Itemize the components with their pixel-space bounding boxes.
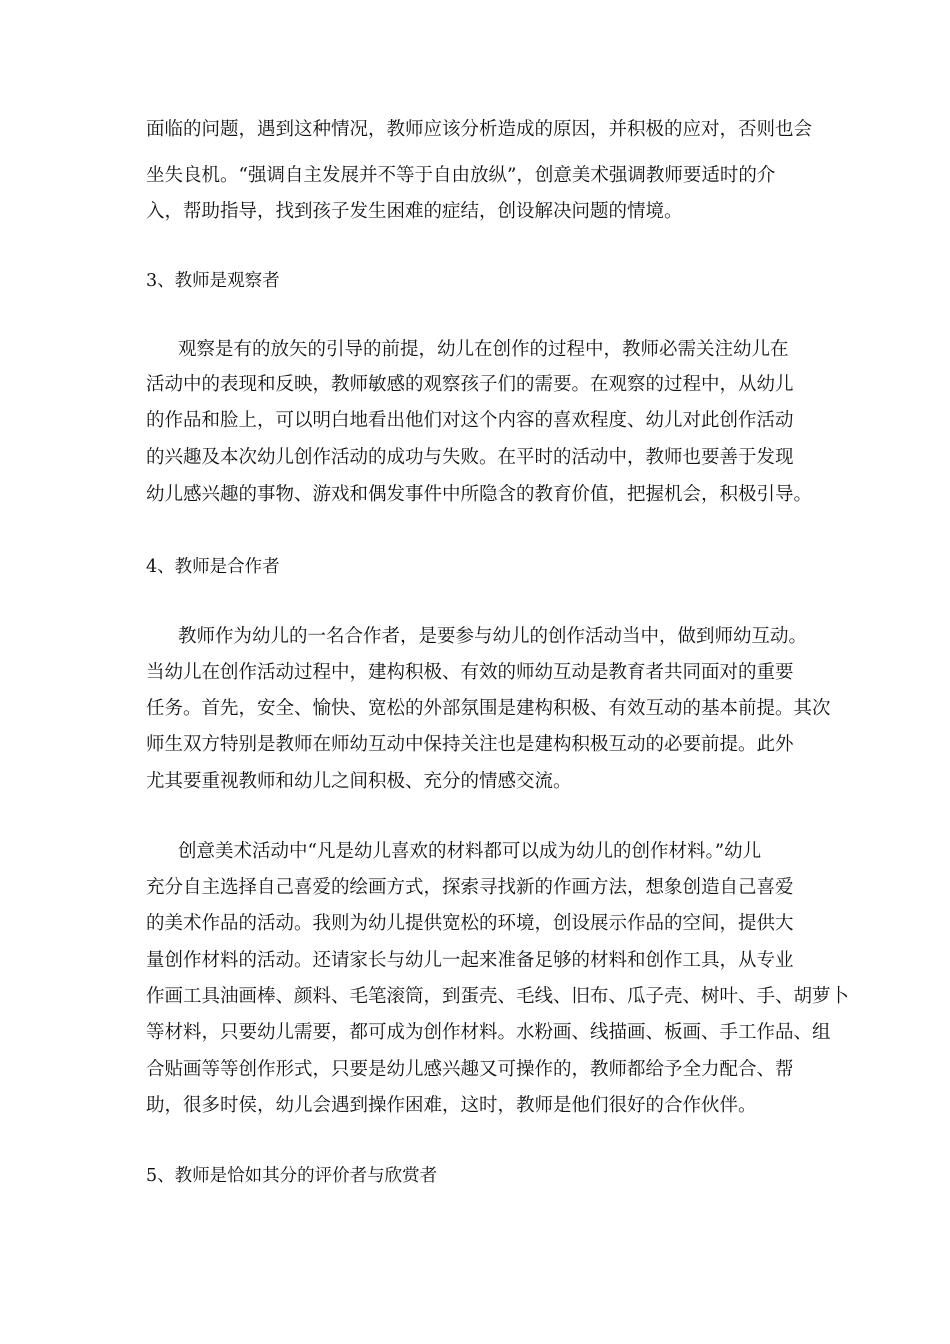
paragraph-2-line-2: 活动中的表现和反映，教师敏感的观察孩子们的需要。在观察的过程中，从幼儿 bbox=[146, 374, 794, 395]
paragraph-4-line-8: 助，很多时侯，幼儿会遇到操作困难，这时，教师是他们很好的合作伙伴。 bbox=[146, 1095, 757, 1116]
paragraph-4-line-5: 作画工具油画棒、颜料、毛笔滚筒，到蛋壳、毛线、旧布、瓜子壳、树叶、手、胡萝卜 bbox=[146, 986, 850, 1007]
paragraph-2-line-3: 的作品和脸上，可以明白地看出他们对这个内容的喜欢程度、幼儿对此创作活动 bbox=[146, 410, 794, 431]
paragraph-3-line-2: 当幼儿在创作活动过程中，建构积极、有效的师幼互动是教育者共同面对的重要 bbox=[146, 662, 794, 683]
paragraph-4-line-1: 创意美术活动中“凡是幼儿喜欢的材料都可以成为幼儿的创作材料。”幼儿 bbox=[178, 841, 762, 862]
paragraph-2-line-1: 观察是有的放矢的引导的前提，幼儿在创作的过程中，教师必需关注幼儿在 bbox=[178, 339, 789, 360]
paragraph-4-line-6: 等材料，只要幼儿需要，都可成为创作材料。水粉画、线描画、板画、手工作品、组 bbox=[146, 1022, 831, 1043]
section-heading-3: 3、教师是观察者 bbox=[146, 271, 280, 291]
paragraph-2-line-5: 幼儿感兴趣的事物、游戏和偶发事件中所隐含的教育价值，把握机会，积极引导。 bbox=[146, 484, 813, 505]
paragraph-1-line-2: 坐失良机。“强调自主发展并不等于自由放纵”，创意美术强调教师要适时的介 bbox=[146, 165, 776, 186]
paragraph-3-line-1: 教师作为幼儿的一名合作者，是要参与幼儿的创作活动当中，做到师幼互动。 bbox=[178, 626, 808, 647]
paragraph-4-line-4: 量创作材料的活动。还请家长与幼儿一起来准备足够的材料和创作工具，从专业 bbox=[146, 950, 794, 971]
paragraph-1-line-3: 入，帮助指导，找到孩子发生困难的症结，创设解决问题的情境。 bbox=[146, 201, 683, 222]
section-heading-4: 4、教师是合作者 bbox=[146, 557, 280, 577]
paragraph-1-line-1: 面临的问题，遇到这种情况，教师应该分析造成的原因，并积极的应对，否则也会 bbox=[146, 119, 813, 140]
paragraph-4-line-3: 的美术作品的活动。我则为幼儿提供宽松的环境，创设展示作品的空间，提供大 bbox=[146, 913, 794, 934]
paragraph-3-line-5: 尤其要重视教师和幼儿之间积极、充分的情感交流。 bbox=[146, 771, 572, 792]
section-heading-5: 5、教师是恰如其分的评价者与欣赏者 bbox=[146, 1166, 438, 1186]
paragraph-3-line-4: 师生双方特别是教师在师幼互动中保持关注也是建构积极互动的必要前提。此外 bbox=[146, 734, 794, 755]
paragraph-4-line-2: 充分自主选择自己喜爱的绘画方式，探索寻找新的作画方法，想象创造自己喜爱 bbox=[146, 877, 794, 898]
paragraph-2-line-4: 的兴趣及本次幼儿创作活动的成功与失败。在平时的活动中，教师也要善于发现 bbox=[146, 447, 794, 468]
paragraph-3-line-3: 任务。首先，安全、愉快、宽松的外部氛围是建构积极、有效互动的基本前提。其次 bbox=[146, 698, 831, 719]
paragraph-4-line-7: 合贴画等等创作形式，只要是幼儿感兴趣又可操作的，教师都给予全力配合、帮 bbox=[146, 1059, 794, 1080]
